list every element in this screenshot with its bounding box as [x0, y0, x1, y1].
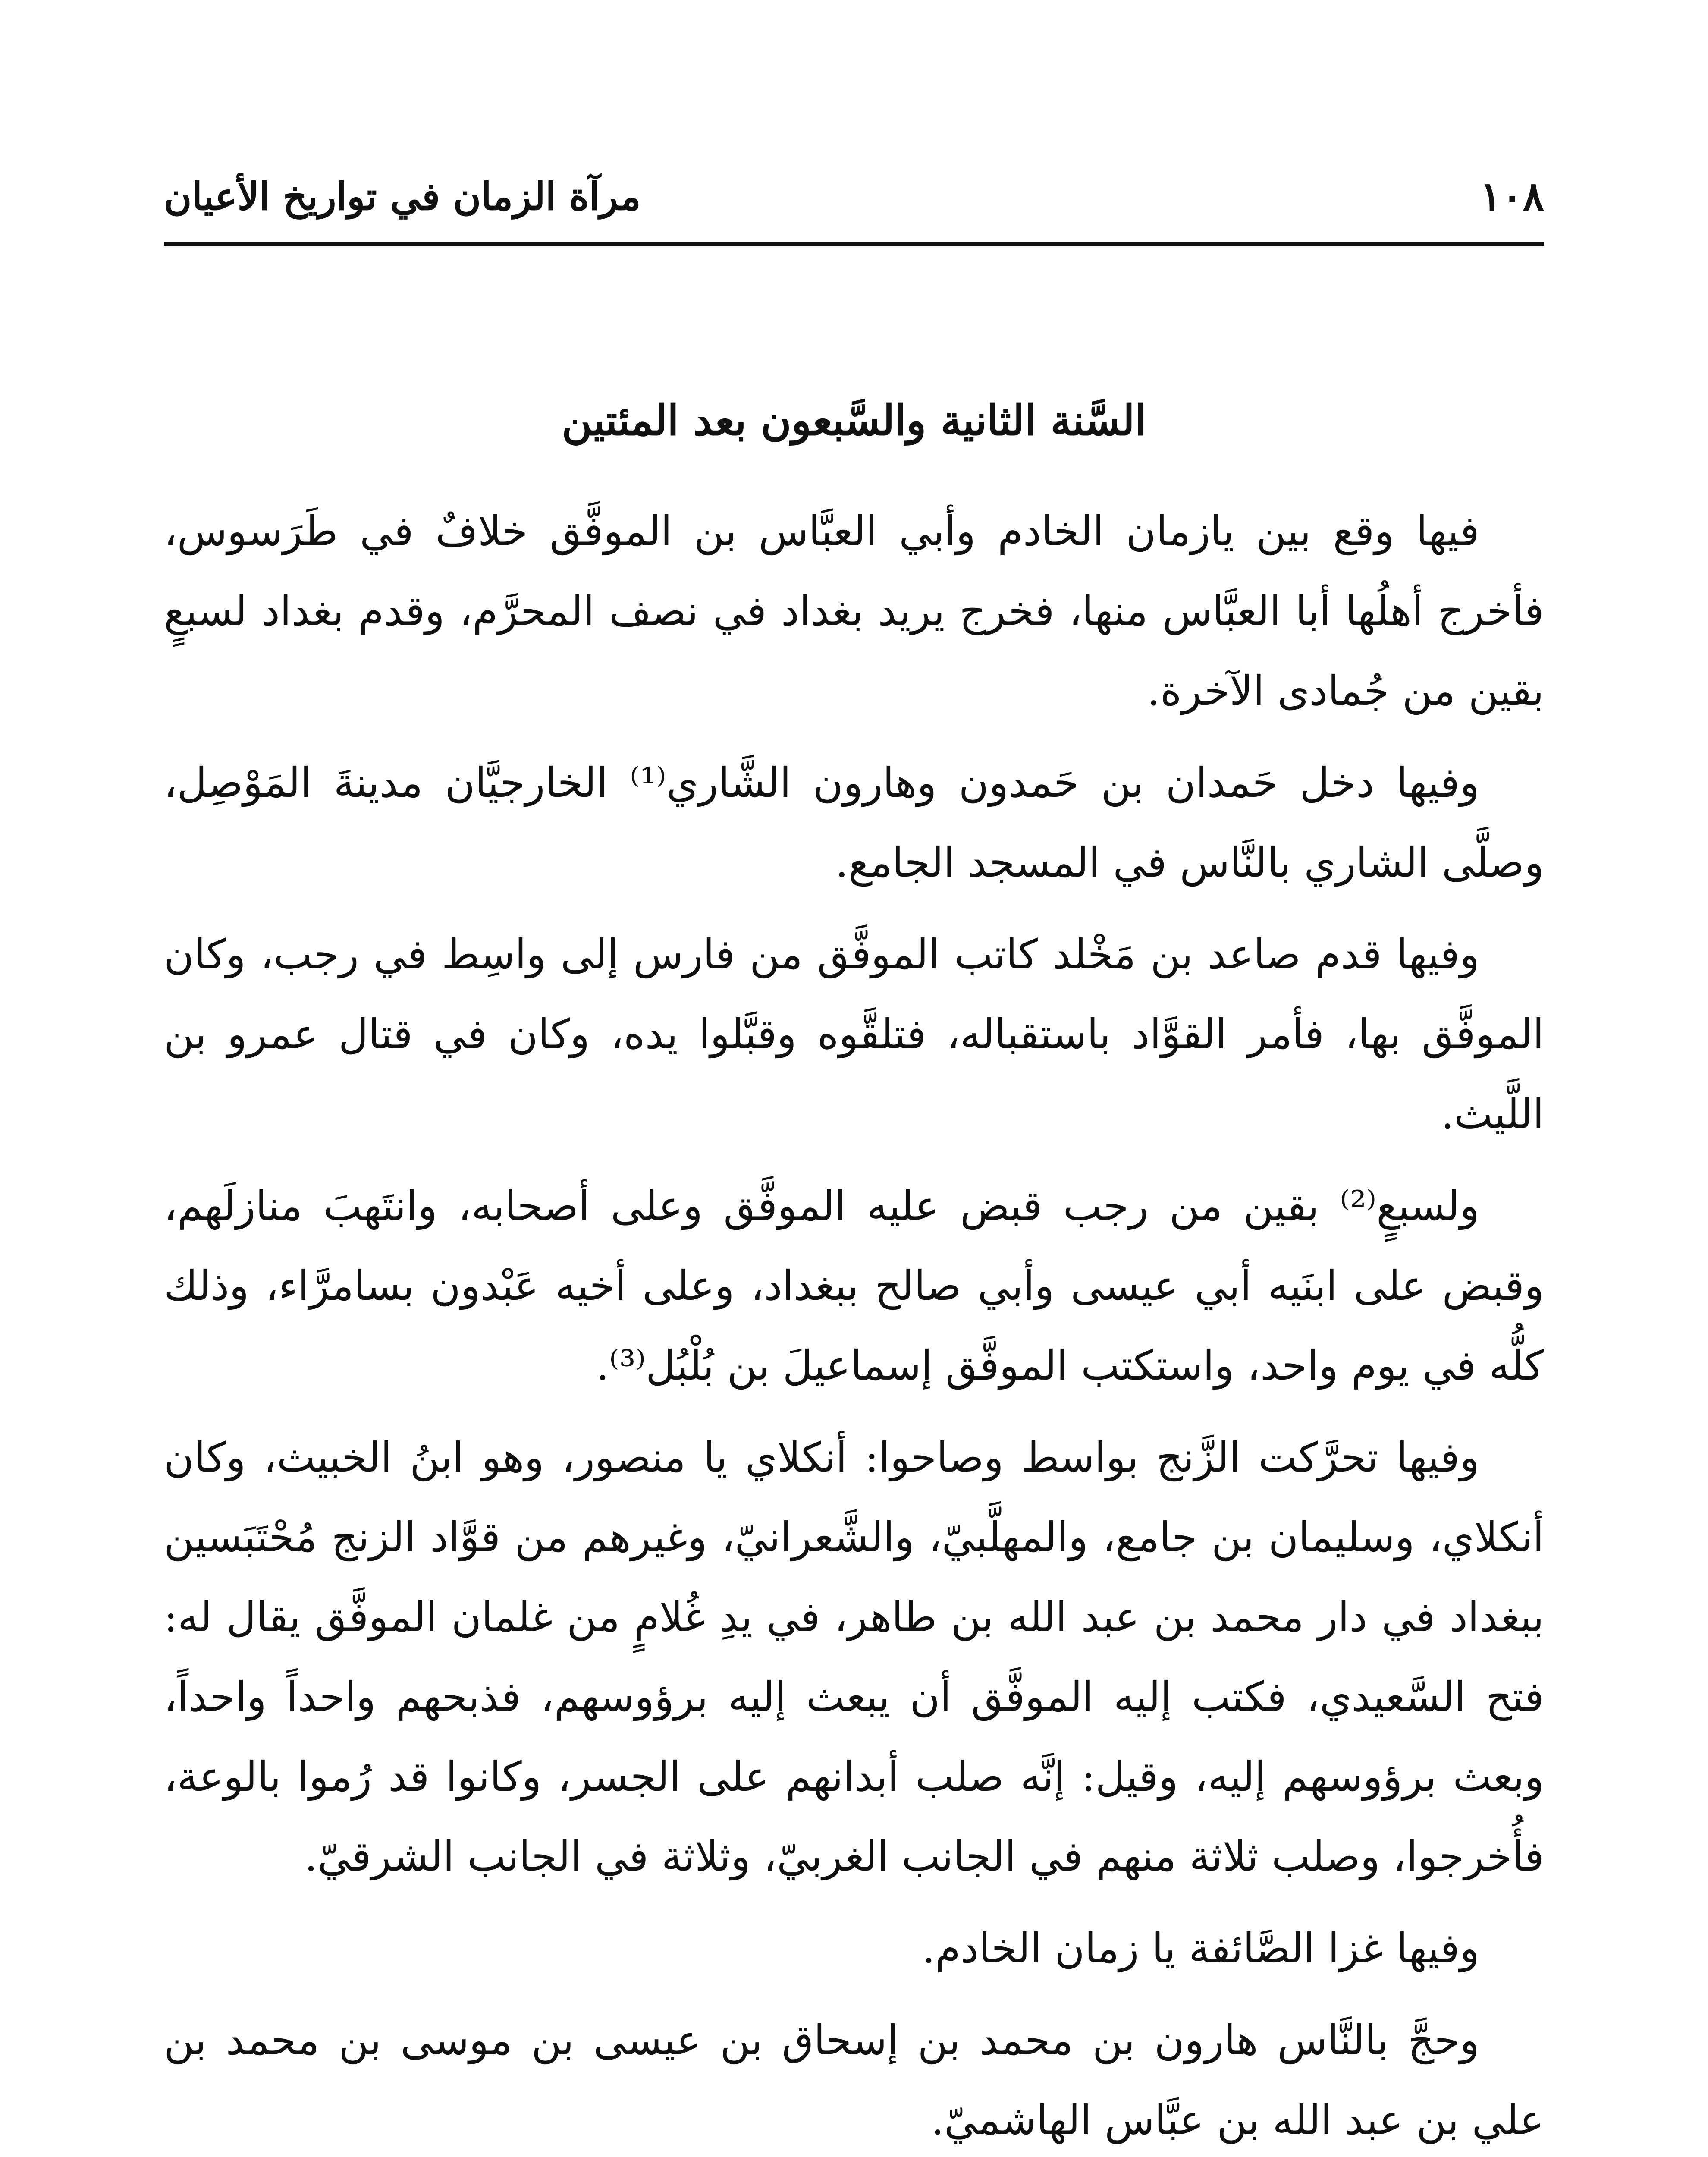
paragraph: ولسبعٍ⁽²⁾ بقين من رجب قبض عليه الموفَّق وعلى أصحابه، وانتَهبَ منازلَهم، وقبض على ابنَيه أبي عيسى وأبي صالح ببغداد، وعلى أخيه عَبْدون بسامرَّاء، وذلك كلُّه في يوم واحد، واستكتب الموفَّق إسماعيلَ بن بُلْبُل⁽³⁾. — [164, 1182, 1544, 1390]
running-header — [164, 164, 1544, 229]
header-divider — [164, 242, 1544, 246]
paragraph: فيها وقع بين يازمان الخادم وأبي العبَّاس بن الموفَّق خلافٌ في طَرَسوس، فأخرج أهلُها أبا العبَّاس منها، فخرج يريد بغداد في نصف المحرَّم، وقدم بغداد لسبعٍ بقين من جُمادى الآخرة. — [164, 508, 1544, 715]
paragraph: وحجَّ بالنَّاس هارون بن محمد بن إسحاق بن عيسى بن موسى بن محمد بن علي بن عبد الله بن عبَّاس الهاشميّ. — [164, 2017, 1544, 2144]
paragraph: وفيها تحرَّكت الزَّنج بواسط وصاحوا: أنكلاي يا منصور، وهو ابنُ الخبيث، وكان أنكلاي، وسليمان بن جامع، والمهلَّبيّ، والشَّعرانيّ، وغيرهم من قوَّاد الزنج مُحْتَبَسين ببغداد في دار محمد بن عبد الله بن طاهر، في يدِ غُلامٍ من غلمان الموفَّق يقال له: فتح السَّعيدي، فكتب إليه الموفَّق أن يبعث إليه برؤوسهم، فذبحهم واحداً واحداً، وبعث برؤوسهم إليه، وقيل: إنَّه صلب أبدانهم على الجسر، وكانوا قد رُموا بالوعة، فأُخرجوا، وصلب ثلاثة منهم في الجانب الغربيّ، وثلاثة في الجانب الشرقيّ. — [164, 1434, 1544, 1880]
body-text — [164, 492, 1544, 2157]
page-number: ١٠٨ — [1480, 173, 1544, 220]
paragraph: وفيها قدم صاعد بن مَخْلد كاتب الموفَّق من فارس إلى واسِط في رجب، وكان الموفَّق بها، فأمر القوَّاد باستقباله، فتلقَّوه وقبَّلوا يده، وكان في قتال عمرو بن اللَّيث. — [164, 931, 1544, 1138]
book-title: مرآة الزمان في تواريخ الأعيان — [164, 174, 641, 219]
paragraph: وفيها دخل حَمدان بن حَمدون وهارون الشَّاري⁽¹⁾ الخارجيَّان مدينةَ المَوْصِل، وصلَّى الشاري بالنَّاس في المسجد الجامع. — [164, 759, 1544, 887]
paragraph: وفيها غزا الصَّائفة يا زمان الخادم. — [922, 1925, 1479, 1972]
section-title: السَّنة الثانية والسَّبعون بعد المئتين — [562, 396, 1146, 445]
